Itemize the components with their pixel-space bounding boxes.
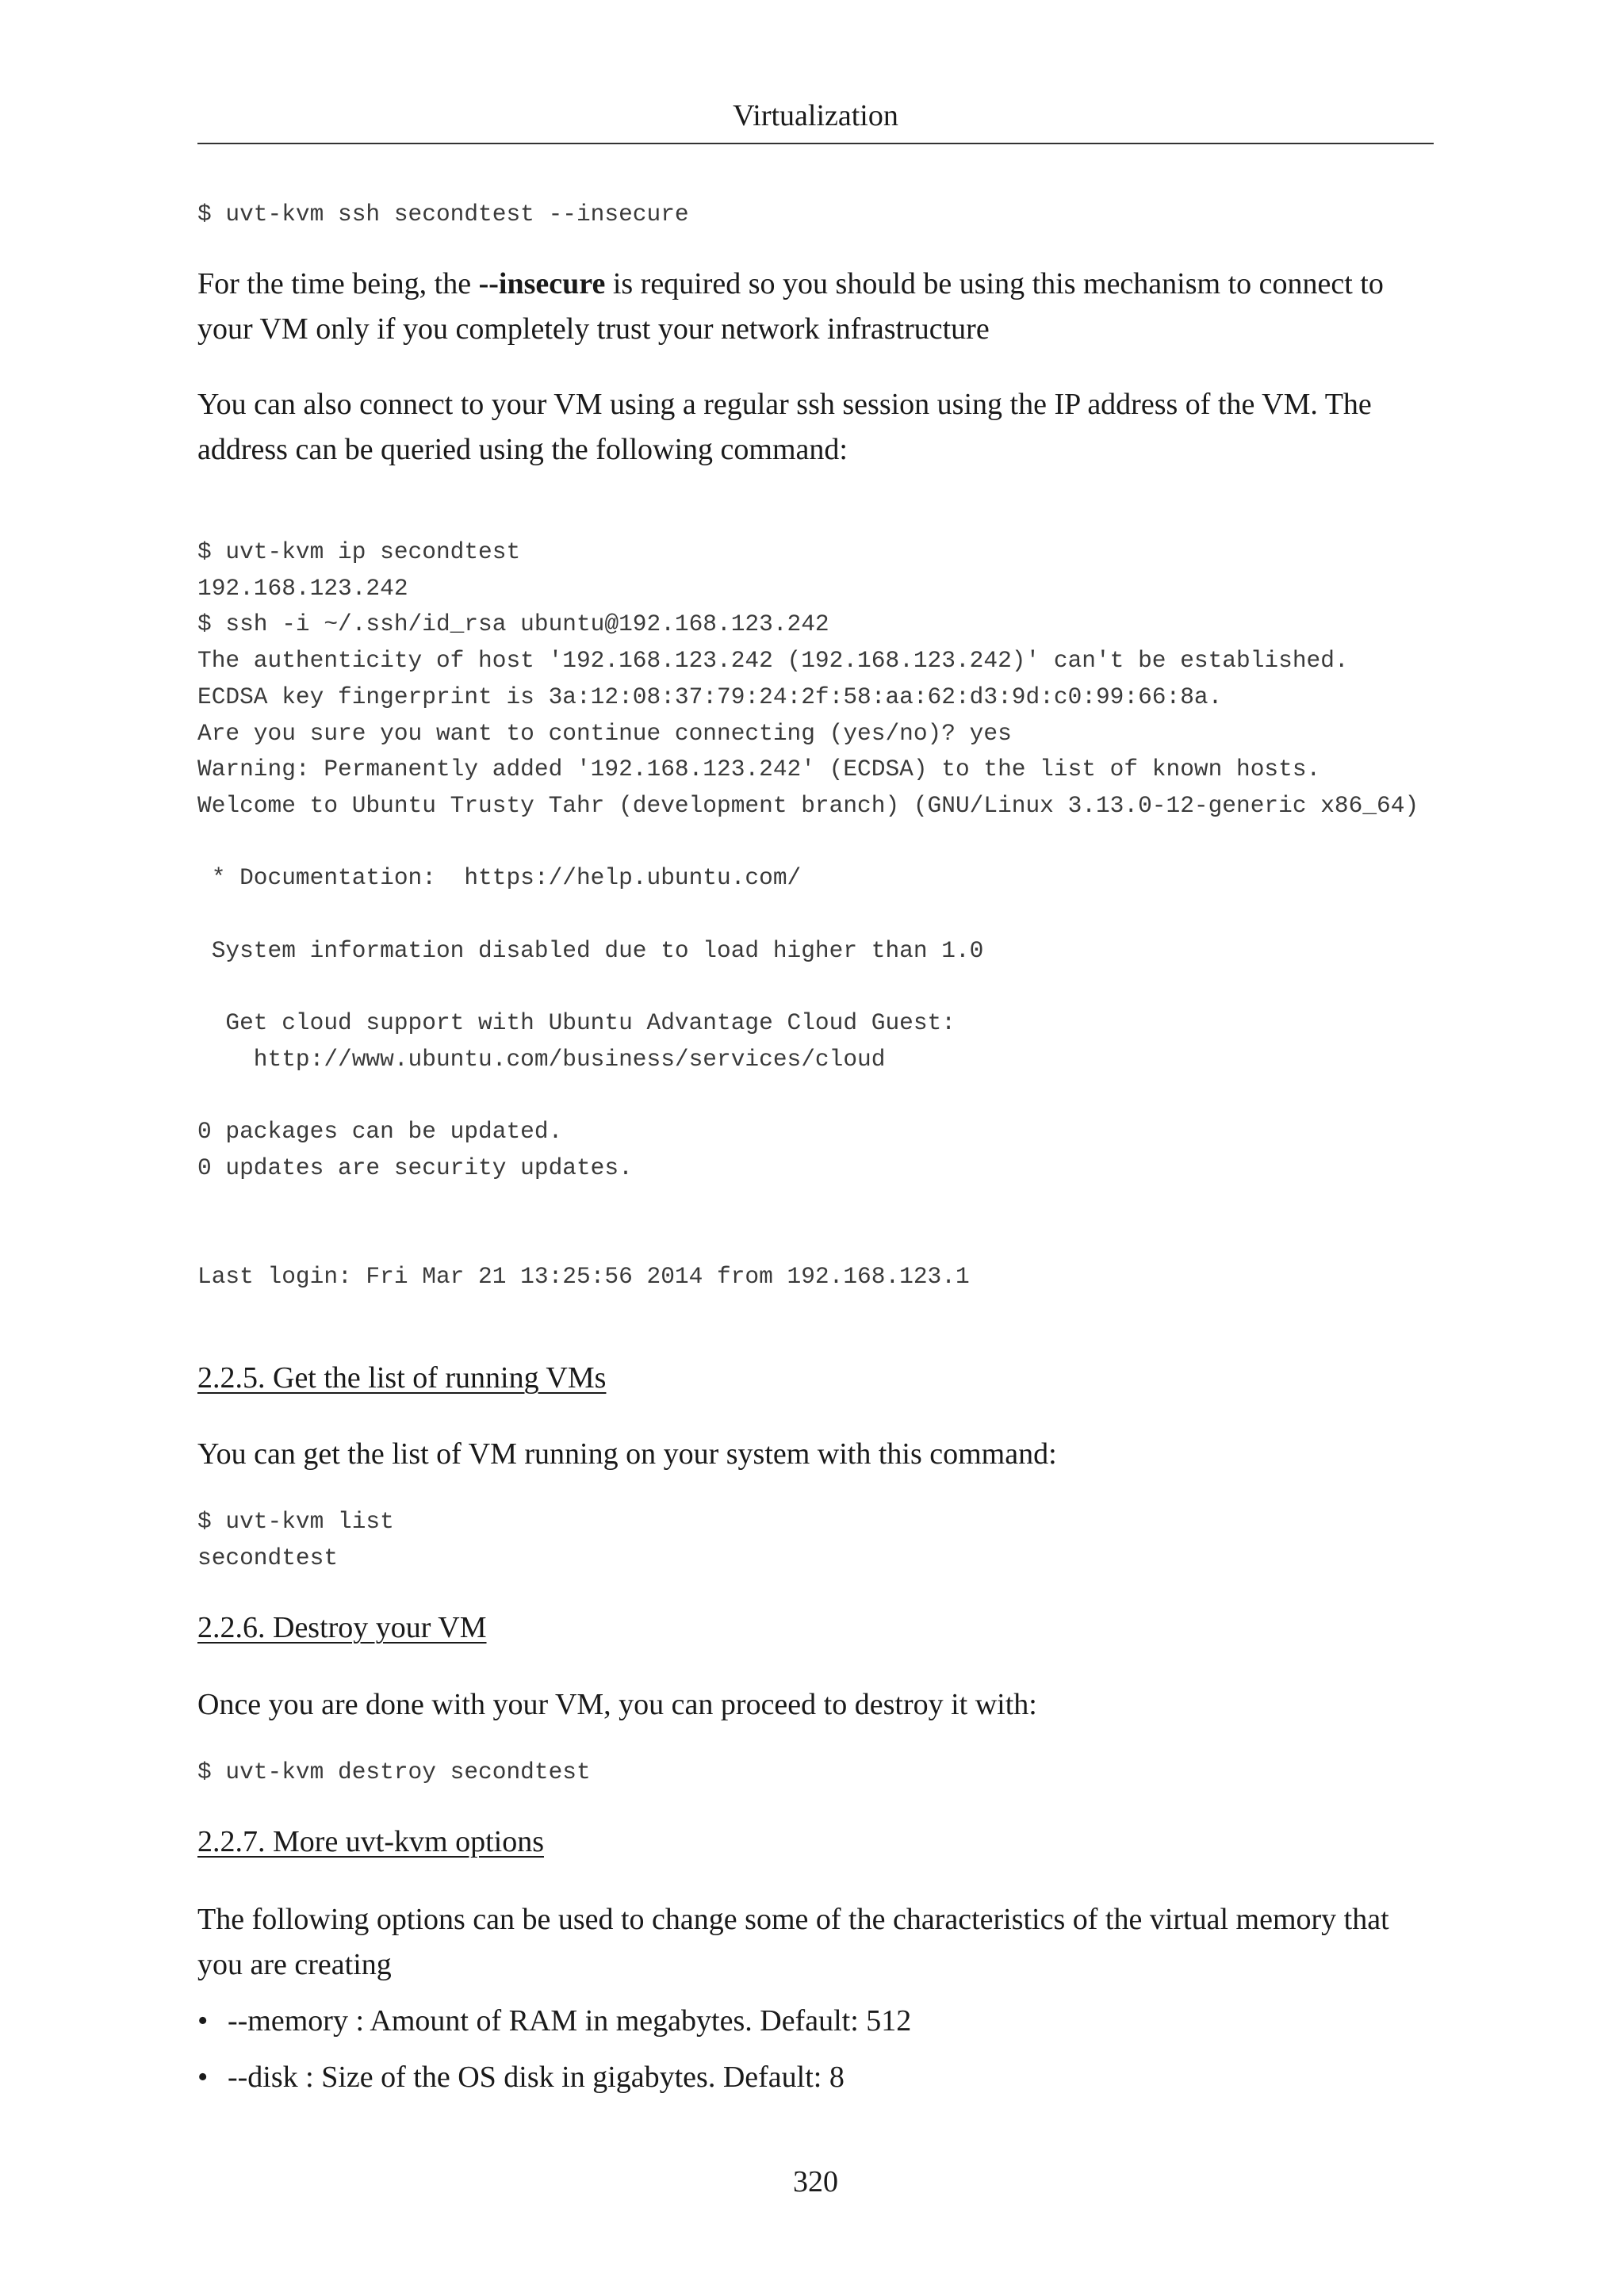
list-item <box>197 2002 1434 2058</box>
insecure-flag-bold: --insecure <box>478 267 606 300</box>
paragraph-insecure-note-after: is required so you should be using this mechanism to connect to your VM only if you completely trust your network infrastructure <box>197 267 1384 346</box>
paragraph-insecure-note-before: For the time being, the <box>197 267 479 300</box>
paragraph-regular-ssh: You can also connect to your VM using a regular ssh session using the IP address of the VM. The address can be queried using the following command: <box>197 388 1372 466</box>
option-memory: --memory : Amount of RAM in megabytes. Default: 512 <box>228 2004 912 2038</box>
bullet-icon: • <box>197 2004 209 2038</box>
section-heading-uvt-options: 2.2.7. More uvt-kvm options <box>197 1825 544 1858</box>
paragraph-insecure-note <box>197 262 1434 352</box>
list-item <box>197 2058 1434 2114</box>
code-block-ssh-session: $ uvt-kvm ip secondtest 192.168.123.242 $ ssh -i ~/.ssh/id_rsa ubuntu@192.168.123.242 The authenticity of host '192.168.123.242 (192.168.123.242)' can't be established. ECDSA key fingerprint is 3a:12:08:37:79:24:2f:58:aa:62:d3:9d:c0:99:66:8a. Are you sure you want to continue connecting (yes/no)? yes Warning: Permanently added '192.168.123.242' (ECDSA) to the list of known hosts. Welcome to Ubuntu Trusty Tahr (development branch) (GNU/Linux 3.13.0-12-generic x86_64) * Documentation: https://help.ubuntu.com/ System information disabled due to load higher than 1.0 Get cloud support with Ubuntu Advantage Cloud Guest: http://www.ubuntu.com/business/services/cloud 0 packages can be updated. 0 updates are security updates. Last login: Fri Mar 21 13:25:56 2014 from 192.168.123.1 <box>197 538 1419 1291</box>
paragraph-destroy-vm: Once you are done with your VM, you can proceed to destroy it with: <box>197 1688 1037 1721</box>
header-divider <box>197 143 1434 144</box>
option-disk: --disk : Size of the OS disk in gigabytes. Default: 8 <box>228 2061 845 2094</box>
page-number: 320 <box>793 2165 838 2198</box>
options-list <box>197 2002 1434 2114</box>
paragraph-list-vms: You can get the list of VM running on your system with this command: <box>197 1437 1057 1471</box>
paragraph-uvt-options: The following options can be used to change some of the characteristics of the virtual memory that you are creating <box>197 1903 1389 1981</box>
code-block-ssh-insecure: $ uvt-kvm ssh secondtest --insecure <box>197 201 689 228</box>
section-heading-list-vms: 2.2.5. Get the list of running VMs <box>197 1361 607 1395</box>
bullet-icon: • <box>197 2061 209 2094</box>
code-block-destroy-vm: $ uvt-kvm destroy secondtest <box>197 1758 591 1785</box>
section-heading-destroy-vm: 2.2.6. Destroy your VM <box>197 1611 487 1644</box>
code-block-list-vms: $ uvt-kvm list secondtest <box>197 1508 394 1571</box>
page-header-title: Virtualization <box>733 99 898 132</box>
